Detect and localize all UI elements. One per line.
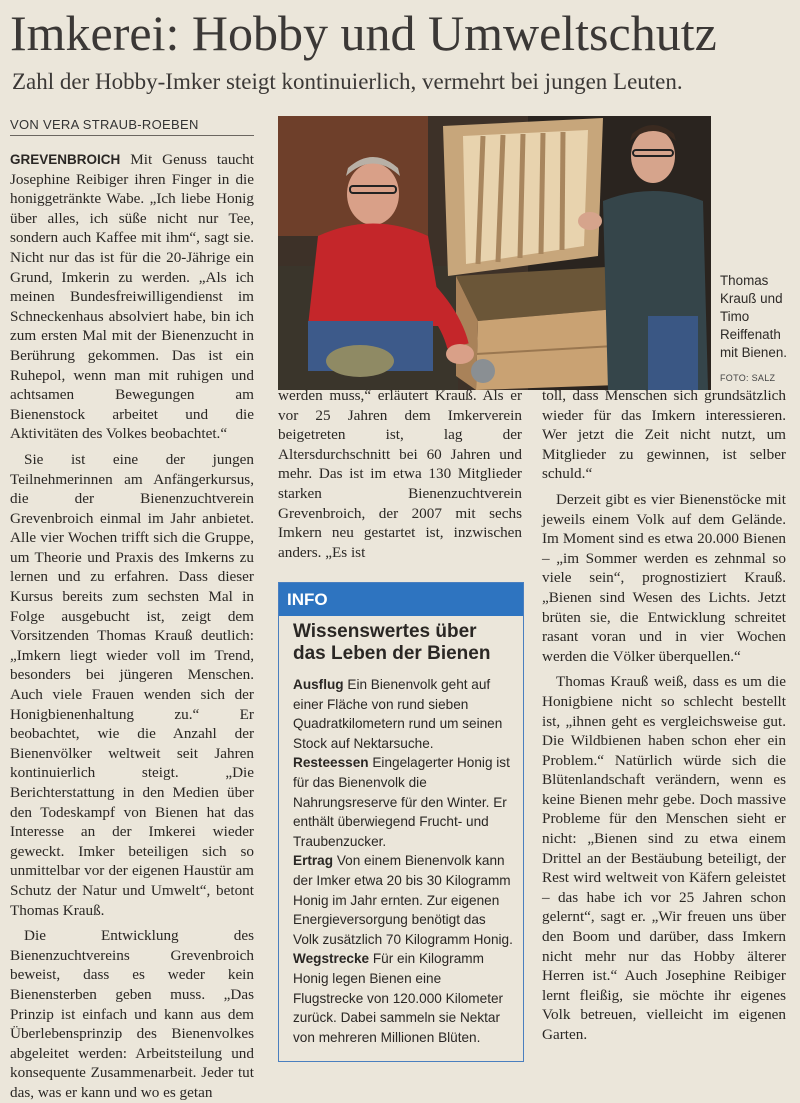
info-text: Eingelagerter Honig ist für das Bienenvolk die Nahrungsreserve für den Winter. Er enthält überwiegend Frucht- und Traubenzucker. — [293, 755, 510, 849]
article-paragraph: Thomas Krauß weiß, dass es um die Honigbiene nicht so schlecht bestellt ist, „ihnen geht es vergleichsweise gut. Die Wildbienen haben schon eher ein Problem.“ Natürlich würde sich die Blütenlandschaft verändern, wenn es keine Bienen mehr gebe. Doch massive Probleme für den Menschen sieht er nicht: „Bienen sind zu etwa einem Drittel an der Bestäubung beteiligt, der Rest wird weltweit von Käfern geleistet – das habe ich vor 25 Jahren schon gelernt“, sagt er. „Wir freuen uns über den Boom und darüber, dass Imkern nicht mehr nur das Hobby älterer Herren ist.“ Auch Josephine Reibiger lernt fleißig, sie möchte ihr eigenes Volk betreuen, vielleicht im eigenen Garten. — [542, 673, 786, 1043]
info-term: Ertrag — [293, 853, 334, 869]
article-paragraph: Sie ist eine der jungen Teilnehmerinnen am Anfängerkursus, die der Bienenzuchtverein Grevenbroich einmal im Jahr anbietet. Alle vier Wochen trifft sich die Gruppe, um Theorie und Praxis des Imkerns zu lernen und zu erfahren. Dass dieser Kursus bereits zum sechsten Mal in Folge ausgebucht ist, zeigt dem Vorsitzenden Thomas Krauß deutlich: „Imkern liegt wieder voll im Trend, besonders bei jüngeren Menschen. Auch viele Frauen wenden sich der Honigbienenhaltung zu.“ Er beobachtet, wie die Anzahl der Bienenvölker weltweit seit Jahren kontinuierlich steigt. „Die Berichterstattung in den Medien über den Todeskampf von Bienen hat das Interesse an der Imkerei wieder geweckt. Imker beteiligen sich so unmittelbar vor der eigenen Haustür am Schutz der Natur und Umwelt“, betont Thomas Krauß. — [10, 450, 254, 919]
info-body — [293, 675, 515, 1047]
info-item — [293, 675, 515, 753]
info-item — [293, 851, 515, 949]
info-term: Resteessen — [293, 755, 369, 771]
subheadline: Zahl der Hobby-Imker steigt kontinuierlich, vermehrt bei jungen Leuten. — [12, 69, 683, 94]
article-column-2 — [278, 386, 522, 562]
info-term: Ausflug — [293, 677, 344, 692]
article-paragraph: toll, dass Menschen sich grundsätzlich wieder für das Imkern interessieren. Wer jetzt die Zeit nicht nutzt, um Mitglieder zu gewinnen, ist selber schuld.“ — [542, 387, 786, 483]
photo-caption: Thomas Krauß und Timo Reiffenath mit Bienen. — [720, 273, 787, 360]
article-paragraph — [10, 150, 254, 444]
paragraph-text: Mit Genuss taucht Josephine Reibiger ihren Finger in die honiggetränkte Wabe. „Ich liebe Honig über alles, ich süße nicht nur Tee, sondern auch Kaffee mit ihm“, sagt sie. Nicht nur das ist für die 20-Jährige ein Grund, Imkerin zu werden. „Als ich meinen Bundesfreiwilligendienst im Schneckenhaus absolviert habe, bin ich zum ersten Mal mit der Bienenzucht in Berührung gekommen. Das ist ein Ruhepol, wenn man mit ruhigen und achtsamen Bewegungen am Bienenstock arbeitet und die Aktivitäten des Volkes beobachtet.“ — [10, 151, 254, 443]
info-item — [293, 753, 515, 851]
info-title: Wissenswertes über das Leben der Bienen — [293, 621, 491, 664]
info-text: Für ein Kilogramm Honig legen Bienen eine Flugstrecke von 120.000 Kilometer zurück. Dabei sammeln sie Nektar von mehreren Millionen Blüten. — [293, 951, 504, 1045]
photo-credit: FOTO: SALZ — [720, 373, 776, 383]
article-paragraph: Die Entwicklung des Bienenzuchtvereins Grevenbroich beweist, dass es weder kein Bienensterben geben muss. „Das Prinzip ist einfach und kann aus dem Überlebensprinzip des Bienenvolkes abgeleitet werden: Arbeitsteilung und konsequente Zusammenarbeit. Jeder tut das, was er kann und wo es getan — [10, 927, 254, 1101]
article-photo — [278, 116, 711, 390]
info-label: INFO — [279, 583, 523, 616]
info-text: Ein Bienenvolk geht auf einer Fläche von rund sieben Quadratkilometern rund um seinen Stock auf Nektarsuche. — [293, 677, 503, 751]
beekeepers-image — [278, 116, 711, 390]
info-term: Wegstrecke — [293, 951, 370, 967]
article-paragraph: Derzeit gibt es vier Bienenstöcke mit jeweils einem Volk auf dem Gelände. Im Moment sind es etwa 20.000 Bienen – „im Sommer werden es zehnmal so viele sein“, prognostiziert Krauß. „Bienen sind Wesen des Lichts. Jetzt brüten sie, die Entwicklung schreitet rasant voran und in vier Wochen werden die Völker überquellen.“ — [542, 490, 786, 665]
article-column-3 — [542, 386, 786, 1045]
info-item — [293, 949, 515, 1047]
article-paragraph: werden muss,“ erläutert Krauß. Als er vor 25 Jahren dem Imkerverein beigetreten ist, lag der Altersdurchschnitt bei 60 Jahren und mehr. Das ist im etwa 130 Mitglieder starken Bienenzuchtverein Grevenbroich, der 2007 mit sechs Imkern neu gestartet ist, inzwischen anders. „Es ist — [278, 387, 522, 561]
headline: Imkerei: Hobby und Umweltschutz — [10, 5, 717, 61]
article-column-1 — [10, 150, 254, 1103]
dateline: GREVENBROICH — [10, 152, 121, 167]
info-text: Von einem Bienenvolk kann der Imker etwa 20 bis 30 Kilogramm Honig im Jahr ernten. Zur eigenen Energieversorgung benötigt das Volk zusätzlich 70 Kilogramm Honig. — [293, 853, 513, 947]
byline: VON VERA STRAUB-ROEBEN — [10, 117, 254, 136]
info-box — [278, 582, 524, 1062]
